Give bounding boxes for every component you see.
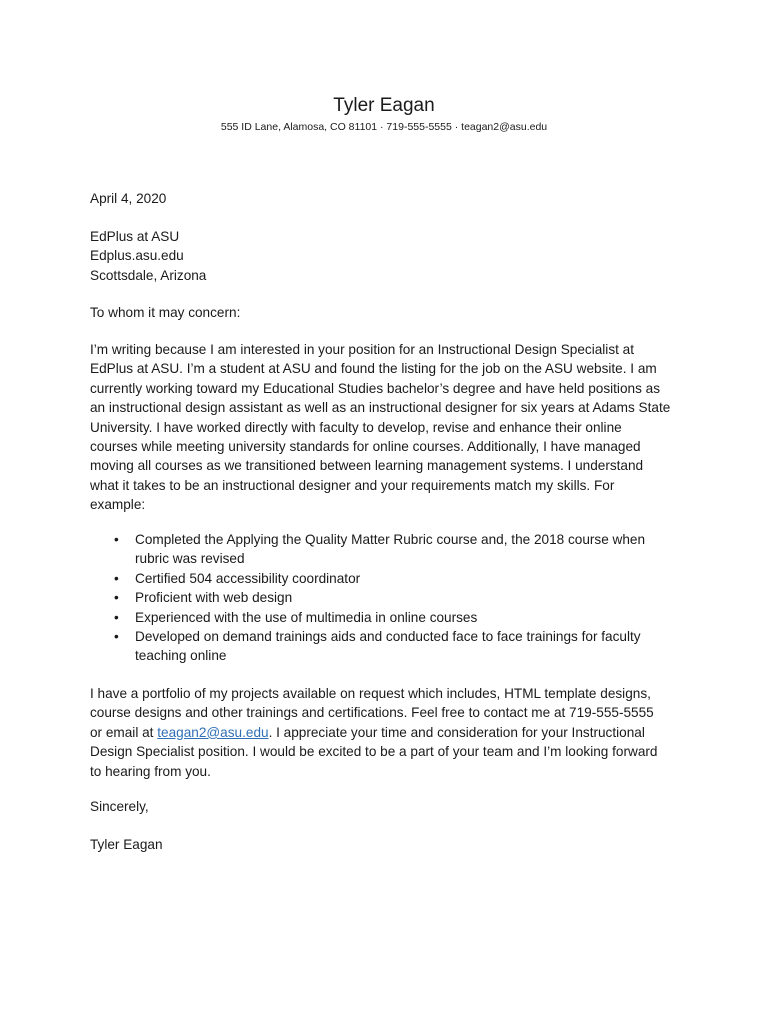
sender-contact-line: 555 ID Lane, Alamosa, CO 81101 · 719-555-5555 · teagan2@asu.edu (220, 121, 548, 133)
skills-list (90, 530, 690, 666)
recipient-address (90, 227, 690, 285)
list-item-line: Developed on demand trainings aids and conducted face to face trainings for faculty (135, 629, 641, 645)
paragraph-1-line: an instructional design assistant as well as an instructional designer for six years at Adams State (90, 400, 671, 416)
paragraph-2-line: course designs and other trainings and certifications. Feel free to contact me at 719-555-5555 (90, 705, 654, 721)
email-link[interactable]: teagan2@asu.edu (157, 724, 269, 740)
paragraph-2-line: Design Specialist position. I would be excited to be a part of your team and I’m looking forward (90, 744, 658, 760)
list-item-line: Certified 504 accessibility coordinator (135, 570, 361, 586)
paragraph-2-line: I have a portfolio of my projects available on request which includes, HTML template designs, (90, 686, 651, 701)
list-item-line: rubric was revised (135, 551, 245, 567)
body-paragraph-2 (90, 684, 690, 781)
bullet-icon: • (114, 590, 119, 606)
list-item-line: teaching online (135, 648, 227, 664)
paragraph-1-line: example: (90, 497, 146, 513)
body-paragraph-1 (90, 340, 690, 515)
paragraph-1-line: EdPlus at ASU. I’m a student at ASU and found the listing for the job on the ASU website. I am (90, 361, 657, 377)
sender-name: Tyler Eagan (333, 95, 435, 116)
closing (90, 797, 690, 816)
paragraph-2-line: to hearing from you. (90, 763, 211, 779)
paragraph-1-line: what it takes to be an instructional designer and your requirements match my skills. For (90, 477, 615, 493)
signature (90, 835, 690, 854)
list-item-line: Proficient with web design (135, 590, 293, 606)
bullet-icon: • (114, 609, 119, 625)
salutation (90, 303, 690, 322)
list-item-line: Experienced with the use of multimedia in online courses (135, 609, 478, 625)
closing-text: Sincerely, (90, 799, 149, 814)
paragraph-2-text: or email at (90, 724, 158, 740)
list-item (90, 530, 690, 569)
list-item (90, 569, 690, 588)
recipient-line-3: Scottsdale, Arizona (90, 267, 207, 283)
date-text: April 4, 2020 (90, 191, 167, 206)
paragraph-1-line: courses while meeting university standards for online courses. Additionally, I have managed (90, 439, 641, 455)
paragraph-1-line: moving all courses as we transitioned between learning management systems. I understand (90, 458, 644, 474)
recipient-line-1: EdPlus at ASU (90, 229, 180, 244)
list-item (90, 588, 690, 607)
paragraph-1-line: currently working toward my Educational Studies bachelor’s degree and have held positions as (90, 380, 661, 396)
bullet-icon: • (114, 570, 119, 586)
paragraph-1-line: I’m writing because I am interested in your position for an Instructional Design Specialist at (90, 342, 635, 357)
signature-name: Tyler Eagan (90, 837, 163, 852)
paragraph-1-line: University. I have worked directly with faculty to develop, revise and enhance their online (90, 419, 622, 435)
recipient-line-2: Edplus.asu.edu (90, 248, 184, 264)
bullet-icon: • (114, 532, 119, 547)
letter-date (90, 189, 690, 208)
list-item (90, 627, 690, 666)
paragraph-2-text: . I appreciate your time and consideration for your Instructional (268, 724, 645, 740)
bullet-icon: • (114, 629, 119, 645)
salutation-text: To whom it may concern: (90, 305, 241, 320)
list-item-line: Completed the Applying the Quality Matter Rubric course and, the 2018 course when (135, 532, 646, 547)
list-item (90, 608, 690, 627)
paragraph-2-line-with-email (90, 723, 690, 742)
